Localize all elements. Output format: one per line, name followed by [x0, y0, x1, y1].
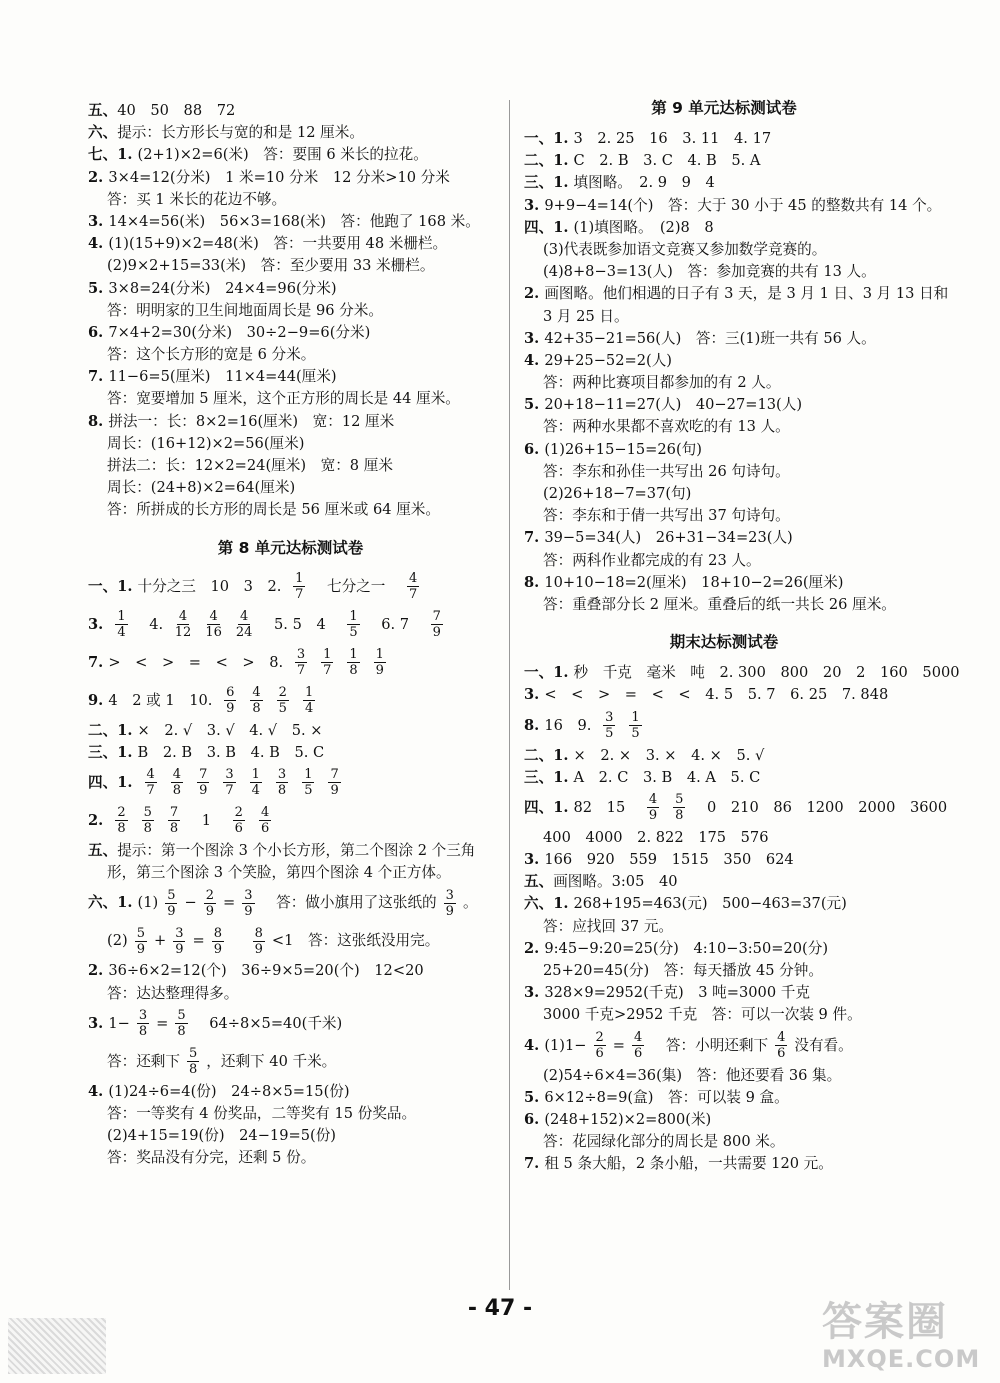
fraction-numerator: 1 [349, 647, 358, 663]
item-number: 四、1. [524, 798, 574, 816]
answer-line: 7. > < > = < > 8. $\frac{3}{7}$ $\frac{1}{7}$ $\frac{1}{8}$ $\frac{1}{9}$ [88, 647, 384, 679]
item-number: 2. [88, 168, 109, 186]
fraction-denominator: 9 [167, 903, 176, 919]
answer-line: 二、1. × 2. √ 3. √ 4. √ 5. × [88, 721, 323, 739]
fraction [115, 805, 127, 836]
fraction-numerator: 8 [254, 925, 263, 941]
fraction [277, 685, 289, 716]
answer-line: 5. 20+18−11=27(人) 40−27=13(人) [524, 396, 803, 414]
answer-line: 答：奖品没有分完，还剩 5 份。 [107, 1149, 316, 1167]
fraction-numerator: 3 [277, 767, 287, 783]
item-number: 六、1. [524, 895, 574, 913]
answer-line: 答：应找回 37 元。 [543, 917, 674, 935]
fraction [302, 767, 314, 798]
answer-line: 一、1. 3 2. 25 16 3. 11 4. 17 [524, 130, 772, 147]
answer-line: 答：这个长方形的宽是 6 分米。 [107, 346, 316, 364]
fraction [347, 647, 359, 678]
fraction-denominator: 7 [296, 663, 306, 679]
fraction-denominator: 7 [295, 587, 304, 603]
fraction-numerator: 4 [178, 609, 188, 625]
answer-line: 六、提示：长方形长与宽的和是 12 厘米。 [88, 124, 364, 142]
fraction-numerator: 1 [304, 685, 314, 701]
answer-line: 四、1. (1)填图略。 (2)8 8 [524, 218, 714, 236]
item-number: 二、1. [524, 746, 574, 764]
fraction [168, 805, 180, 836]
page-number: - 47 - [467, 1296, 533, 1321]
answer-line: 答：李东和孙佳一共写出 26 句诗句。 [543, 462, 790, 480]
fraction-numerator: 4 [172, 767, 182, 783]
watermark-url: MXQE.COM [822, 1345, 981, 1373]
fraction-denominator: 5 [278, 701, 287, 717]
fraction-numerator: 3 [296, 647, 306, 663]
answer-line: 4. (1)1− $\frac{2}{6}$ = $\frac{4}{6}$ 答：小明还剩下 $\frac{4}{6}$ 没有看。 [524, 1030, 853, 1062]
answer-line: 答：还剩下 $\frac{5}{8}$ ，还剩下 40 千米。 [107, 1046, 337, 1078]
item-number: 4. [524, 351, 545, 369]
answer-line: 六、1. (1) $\frac{5}{9}$ − $\frac{2}{9}$ = $\frac{3}{9}$ 答：做小旗用了这张纸的 $\frac{3}{9}$ 。 [88, 887, 478, 919]
answer-line: 三、1. A 2. C 3. B 4. A 5. C [524, 768, 761, 786]
fraction [236, 609, 253, 640]
item-number: 5. [524, 1088, 545, 1106]
item-number: 二、1. [524, 152, 574, 170]
answer-line: 3. $\frac{1}{4}$ 4. $\frac{4}{12}$ $\frac{4}{16}$ $\frac{4}{24}$ 5. 5 4 $\frac{1}{5}$ 6. 7 $\frac{7}{9}$ [88, 609, 441, 641]
fraction-numerator: 4 [252, 685, 261, 701]
section-heading: 第 9 单元达标测试卷 [651, 99, 797, 117]
fraction-denominator: 6 [634, 1046, 643, 1062]
answer-line: 周长：(16+12)×2=56(厘米) [107, 434, 305, 452]
fraction [647, 792, 659, 823]
answer-line: 2. 36÷6×2=12(个) 36÷9×5=20(个) 12<20 [88, 962, 424, 980]
answer-line: 五、40 50 88 72 [88, 102, 236, 119]
answer-line: 答：明明家的卫生间地面周长是 96 分米。 [107, 301, 383, 319]
fraction-numerator: 5 [136, 925, 145, 941]
answer-line: 一、1. 十分之三 10 3 2. $\frac{1}{7}$ 七分之一 $\frac{4}{7}$ [88, 571, 418, 603]
fraction-numerator: 4 [408, 571, 418, 587]
answer-line: 2. 画图略。他们相遇的日子有 3 天，是 3 月 1 日、3 月 13 日和 [524, 285, 949, 303]
fraction-numerator: 2 [278, 685, 287, 701]
item-number: 6. [88, 323, 109, 341]
item-number: 2. [524, 285, 545, 303]
fraction [632, 1030, 644, 1061]
fraction-numerator: 4 [146, 767, 155, 783]
fraction [175, 609, 192, 640]
fraction-numerator: 2 [234, 805, 243, 821]
section-heading: 期末达标测试卷 [669, 633, 779, 652]
fraction [233, 805, 245, 836]
item-number: 7. [88, 368, 109, 386]
fraction [187, 1046, 199, 1077]
corner-stamp [8, 1318, 106, 1374]
answer-line: 周长：(24+8)×2=64(厘米) [107, 479, 296, 497]
fraction [295, 647, 307, 678]
answer-line: 6. (248+152)×2=800(米) [524, 1110, 712, 1128]
fraction-numerator: 1 [631, 710, 640, 725]
answer-line: 答：花园绿化部分的周长是 800 米。 [543, 1133, 785, 1151]
fraction-denominator: 4 [304, 701, 314, 717]
answer-line: 六、1. 268+195=463(元) 500−463=37(元) [524, 895, 847, 913]
item-number: 9. [88, 691, 109, 709]
fraction [250, 767, 262, 798]
item-number: 一、1. [524, 664, 574, 682]
answer-line: 5. 3×8=24(分米) 24×4=96(分米) [88, 279, 337, 297]
item-number: 2. [524, 939, 545, 957]
fraction-numerator: 3 [138, 1008, 148, 1024]
fraction-numerator: 1 [295, 571, 304, 587]
answer-line: 2. 3×4=12(分米) 1 米=10 分米 12 分米>10 分米 [88, 168, 450, 186]
fraction [142, 805, 154, 836]
answer-line: 拼法二：长：12×2=24(厘米) 宽：8 厘米 [107, 457, 393, 474]
section-heading: 第 8 单元达标测试卷 [217, 538, 364, 557]
fraction-denominator: 8 [277, 783, 287, 799]
fraction-denominator: 9 [432, 625, 441, 641]
fraction-numerator: 8 [213, 925, 222, 941]
answer-line: 3. 1− $\frac{3}{8}$ = $\frac{5}{8}$ 64÷8×5=40(千米) [88, 1008, 343, 1040]
fraction-numerator: 4 [648, 792, 658, 808]
fraction [115, 609, 127, 640]
fraction [242, 888, 254, 919]
watermark-text: 答案圈 [822, 1299, 948, 1345]
item-number: 8. [524, 573, 545, 591]
item-number: 2. [88, 811, 109, 829]
watermark-logo [822, 1300, 994, 1380]
item-number: 4. [88, 1082, 109, 1100]
fraction-denominator: 4 [117, 625, 126, 641]
answer-line: 一、1. 秒 千克 毫米 吨 2. 300 800 20 2 160 5000 [524, 664, 960, 682]
column-divider [509, 100, 510, 1290]
answer-line: (2)26+18−7=37(句) [543, 485, 692, 502]
item-number: 三、1. [524, 768, 574, 786]
item-number: 六、 [88, 124, 118, 142]
fraction-denominator: 16 [205, 625, 222, 641]
fraction-denominator: 9 [136, 941, 145, 957]
left-column [88, 100, 493, 1169]
item-number: 6. [524, 1110, 545, 1128]
answer-line: 答：一等奖有 4 份奖品，二等奖有 15 份奖品。 [107, 1104, 417, 1122]
fraction-denominator: 7 [225, 783, 234, 799]
item-number: 7. [524, 1155, 545, 1173]
answer-line: 答：重叠部分长 2 厘米。重叠后的纸一共长 26 厘米。 [543, 595, 896, 613]
answer-line: 答：两种比赛项目都参加的有 2 人。 [543, 374, 781, 392]
fraction-numerator: 1 [304, 767, 313, 783]
fraction [328, 767, 340, 798]
fraction-denominator: 6 [595, 1046, 604, 1062]
item-number: 六、1. [88, 894, 138, 912]
item-number: 8. [88, 412, 109, 430]
fraction [224, 685, 236, 716]
fraction-denominator: 9 [244, 903, 253, 919]
fraction-denominator: 8 [675, 808, 684, 824]
item-number: 2. [88, 962, 109, 980]
fraction-denominator: 9 [330, 783, 339, 799]
fraction-denominator: 8 [177, 1024, 186, 1040]
answer-line: 五、画图略。3:05 40 [524, 873, 678, 891]
fraction [293, 571, 305, 602]
fraction-denominator: 5 [349, 625, 358, 641]
fraction-denominator: 7 [146, 783, 155, 799]
fraction [259, 805, 271, 836]
item-number: 三、1. [524, 174, 574, 192]
fraction-numerator: 3 [445, 887, 454, 903]
fraction [603, 710, 615, 741]
fraction-denominator: 8 [252, 701, 261, 717]
fraction-numerator: 5 [675, 792, 684, 808]
fraction-numerator: 6 [226, 685, 235, 701]
fraction-denominator: 9 [226, 701, 235, 717]
fraction-denominator: 9 [175, 941, 184, 957]
fraction-numerator: 1 [323, 647, 332, 663]
item-number: 一、1. [88, 577, 138, 595]
item-number: 3. [88, 1014, 109, 1032]
answer-line: (2)9×2+15=33(米) 答：至少要用 33 米栅栏。 [107, 257, 435, 275]
right-column [524, 99, 960, 1176]
fraction-numerator: 4 [260, 805, 270, 821]
fraction-denominator: 8 [143, 821, 152, 837]
answer-line: 形，第三个图涂 3 个笑脸，第四个图涂 4 个正方体。 [107, 864, 451, 882]
fraction-denominator: 9 [213, 941, 222, 957]
answer-line [88, 764, 493, 802]
fraction-denominator: 9 [254, 941, 263, 957]
fraction-numerator: 4 [634, 1030, 643, 1046]
answer-line: 2. 9:45−9:20=25(分) 4:10−3:50=20(分) [524, 939, 829, 957]
fraction [250, 685, 262, 716]
fraction-denominator: 8 [169, 821, 179, 837]
answer-line: 7. 11−6=5(厘米) 11×4=44(厘米) [88, 368, 337, 386]
fraction [173, 926, 185, 957]
item-number: 4. [524, 1036, 545, 1054]
fraction-numerator: 3 [244, 887, 253, 903]
fraction [175, 1008, 187, 1039]
fraction [303, 685, 315, 716]
fraction-denominator: 6 [260, 821, 270, 837]
answer-line: 8. 拼法一：长：8×2=16(厘米) 宽：12 厘米 [88, 412, 395, 430]
fraction [212, 926, 224, 957]
answer-line: (2) $\frac{5}{9}$ + $\frac{3}{9}$ = $\frac{8}{9}$ $\frac{8}{9}$ <1 答：这张纸没用完。 [107, 925, 440, 957]
fraction-numerator: 2 [205, 887, 214, 903]
item-number: 3. [88, 615, 109, 633]
answer-line: (3)代表既参加语文竞赛又参加数学竞赛的。 [543, 240, 827, 258]
item-number: 五、 [88, 841, 118, 859]
fraction-denominator: 7 [408, 587, 418, 603]
fraction-denominator: 5 [605, 726, 614, 741]
item-number: 3. [88, 212, 109, 230]
fraction-denominator: 9 [375, 663, 384, 679]
fraction [204, 888, 216, 919]
fraction [407, 571, 419, 602]
fraction [253, 926, 265, 957]
fraction [673, 792, 685, 823]
fraction [374, 647, 386, 678]
answer-line: 3. 166 920 559 1515 350 624 [524, 851, 794, 869]
fraction-denominator: 8 [117, 821, 126, 837]
fraction-numerator: 7 [199, 767, 208, 783]
answer-line: 二、1. × 2. × 3. × 4. × 5. √ [524, 746, 765, 764]
fraction-numerator: 3 [225, 767, 234, 783]
fraction [347, 609, 359, 640]
item-number: 3. [524, 196, 545, 214]
item-number: 四、1. [524, 218, 574, 236]
answer-line: 答：达达整理得多。 [107, 984, 239, 1002]
fraction-numerator: 7 [432, 609, 441, 625]
item-number: 8. [524, 716, 545, 734]
fraction-numerator: 7 [330, 767, 339, 783]
item-number: 3. [524, 686, 545, 704]
fraction [594, 1030, 606, 1061]
answer-line: 3. 9+9−4=14(个) 答：大于 30 小于 45 的整数共有 14 个。 [524, 196, 942, 214]
fraction [775, 1030, 787, 1061]
fraction-numerator: 5 [188, 1046, 198, 1062]
item-number: 一、1. [524, 130, 574, 147]
fraction-denominator: 12 [174, 625, 192, 641]
fraction [171, 767, 183, 798]
answer-line: (2)54÷6×4=36(集) 答：他还要看 36 集。 [543, 1066, 842, 1084]
fraction [137, 1008, 149, 1039]
fraction-denominator: 8 [172, 783, 182, 799]
fraction [223, 767, 235, 798]
item-number: 七、1. [88, 146, 138, 164]
answer-line: 7. 39−5=34(人) 26+31−34=23(人) [524, 529, 793, 547]
answer-line: 二、1. C 2. B 3. C 4. B 5. A [524, 152, 761, 170]
answer-line: 三、1. B 2. B 3. B 4. B 5. C [88, 743, 325, 761]
fraction [276, 767, 288, 798]
answer-line: 6. (1)26+15−15=26(句) [524, 440, 702, 458]
answer-line: 答：所拼成的长方形的周长是 56 厘米或 64 厘米。 [107, 501, 440, 519]
answer-line: 8. 10+10−18=2(厘米) 18+10−2=26(厘米) [524, 573, 844, 591]
answer-line: 8. 16 9. $\frac{3}{5}$ $\frac{1}{5}$ [524, 710, 640, 741]
answer-line: 25+20=45(分) 答：每天播放 45 分钟。 [543, 962, 823, 979]
fraction [145, 767, 157, 798]
item-number: 4. [88, 235, 109, 253]
answer-line: 3. 328×9=2952(千克) 3 吨=3000 千克 [524, 984, 810, 1002]
fraction [444, 888, 456, 919]
answer-line: 答：两种水果都不喜欢吃的有 13 人。 [543, 418, 790, 436]
item-number: 三、1. [88, 743, 138, 761]
fraction-numerator: 1 [251, 767, 260, 783]
item-number: 五、 [524, 873, 554, 891]
answer-line: 2. $\frac{2}{8}$ $\frac{5}{8}$ $\frac{7}{8}$ 1 $\frac{2}{6}$ $\frac{4}{6}$ [88, 805, 270, 837]
fraction-numerator: 1 [349, 609, 358, 625]
answer-line: 400 4000 2. 822 175 576 [543, 828, 769, 846]
fraction-numerator: 5 [177, 1008, 186, 1024]
fraction-numerator: 4 [777, 1030, 786, 1046]
item-number: 7. [524, 529, 545, 547]
answer-line: 答：宽要增加 5 厘米，这个正方形的周长是 44 厘米。 [107, 390, 460, 408]
fraction-numerator: 1 [117, 609, 126, 625]
answer-line: 答：两科作业都完成的有 23 人。 [543, 551, 761, 569]
item-number: 四、1. [88, 773, 138, 791]
fraction-numerator: 3 [605, 710, 614, 725]
fraction [629, 710, 641, 741]
fraction [165, 888, 177, 919]
fraction-denominator: 24 [235, 625, 253, 641]
fraction-denominator: 8 [349, 663, 358, 679]
fraction-denominator: 8 [138, 1024, 148, 1040]
answer-line: 三、1. 填图略。 2. 9 9 4 [524, 174, 715, 192]
item-number: 7. [88, 653, 109, 671]
fraction-denominator: 9 [205, 903, 214, 919]
answer-line: 3. 14×4=56(米) 56×3=168(米) 答：他跑了 168 米。 [88, 212, 480, 230]
answer-line: 3 月 25 日。 [543, 307, 629, 325]
answer-line: 7. 租 5 条大船，2 条小船，一共需要 120 元。 [524, 1155, 833, 1173]
fraction-denominator: 5 [304, 783, 313, 799]
fraction-numerator: 5 [167, 887, 176, 903]
answer-line: 6. 7×4+2=30(分米) 30÷2−9=6(分米) [88, 323, 371, 341]
answer-line: 4. 29+25−52=2(人) [524, 351, 672, 369]
item-number: 二、1. [88, 721, 138, 739]
fraction [321, 647, 333, 678]
fraction-numerator: 4 [209, 609, 218, 625]
fraction-denominator: 5 [631, 726, 640, 741]
item-number: 5. [88, 279, 109, 297]
fraction-denominator: 6 [777, 1046, 786, 1062]
answer-line: 4. (1)(15+9)×2=48(米) 答：一共要用 48 米栅栏。 [88, 235, 448, 253]
fraction-numerator: 3 [175, 925, 184, 941]
answer-line: 3000 千克>2952 千克 答：可以一次装 9 件。 [543, 1006, 862, 1024]
fraction-denominator: 9 [648, 808, 658, 824]
fraction-numerator: 4 [240, 609, 249, 625]
fraction [135, 926, 147, 957]
fraction-denominator: 9 [445, 903, 454, 919]
answer-line: 4. (1)24÷6=4(份) 24÷8×5=15(份) [88, 1082, 350, 1100]
item-number: 五、 [88, 102, 118, 119]
answer-line: 9. 4 2 或 1 10. $\frac{6}{9}$ $\frac{4}{8}$ $\frac{2}{5}$ $\frac{1}{4}$ [88, 685, 314, 717]
item-number: 3. [524, 851, 545, 869]
fraction-numerator: 7 [169, 805, 179, 821]
fraction-numerator: 2 [595, 1030, 604, 1046]
fraction-denominator: 4 [251, 783, 260, 799]
answer-line: 3. < < > = < < 4. 5 5. 7 6. 25 7. 848 [524, 686, 889, 704]
fraction [197, 767, 209, 798]
fraction-numerator: 2 [117, 805, 126, 821]
item-number: 6. [524, 440, 545, 458]
fraction [205, 609, 222, 640]
answer-line: 五、提示：第一个图涂 3 个小长方形，第二个图涂 2 个三角 [88, 841, 476, 859]
fraction-denominator: 9 [199, 783, 208, 799]
item-number: 3. [524, 984, 545, 1002]
fraction-numerator: 5 [143, 805, 152, 821]
item-number: 5. [524, 396, 545, 414]
answer-line: 3. 42+35−21=56(人) 答：三(1)班一共有 56 人。 [524, 329, 876, 347]
answer-line: 答：李东和于倩一共写出 37 句诗句。 [543, 507, 790, 525]
fraction-denominator: 6 [234, 821, 243, 837]
fraction-denominator: 8 [188, 1062, 198, 1078]
fraction [431, 609, 443, 640]
answer-line: 七、1. (2+1)×2=6(米) 答：要围 6 米长的拉花。 [88, 146, 428, 164]
answer-line: 四、1. 82 15 $\frac{4}{9}$ $\frac{5}{8}$ 0 210 86 1200 2000 3600 [524, 792, 948, 824]
fraction-numerator: 1 [375, 647, 384, 663]
answer-line: (4)8+8−3=13(人) 答：参加竞赛的共有 13 人。 [543, 263, 876, 281]
answer-line: 5. 6×12÷8=9(盒) 答：可以装 9 盒。 [524, 1088, 789, 1106]
item-number: 3. [524, 329, 545, 347]
answer-line: (2)4+15=19(份) 24−19=5(份) [107, 1127, 336, 1145]
answer-line: 答：买 1 米长的花边不够。 [107, 190, 287, 208]
fraction-denominator: 7 [323, 663, 332, 679]
